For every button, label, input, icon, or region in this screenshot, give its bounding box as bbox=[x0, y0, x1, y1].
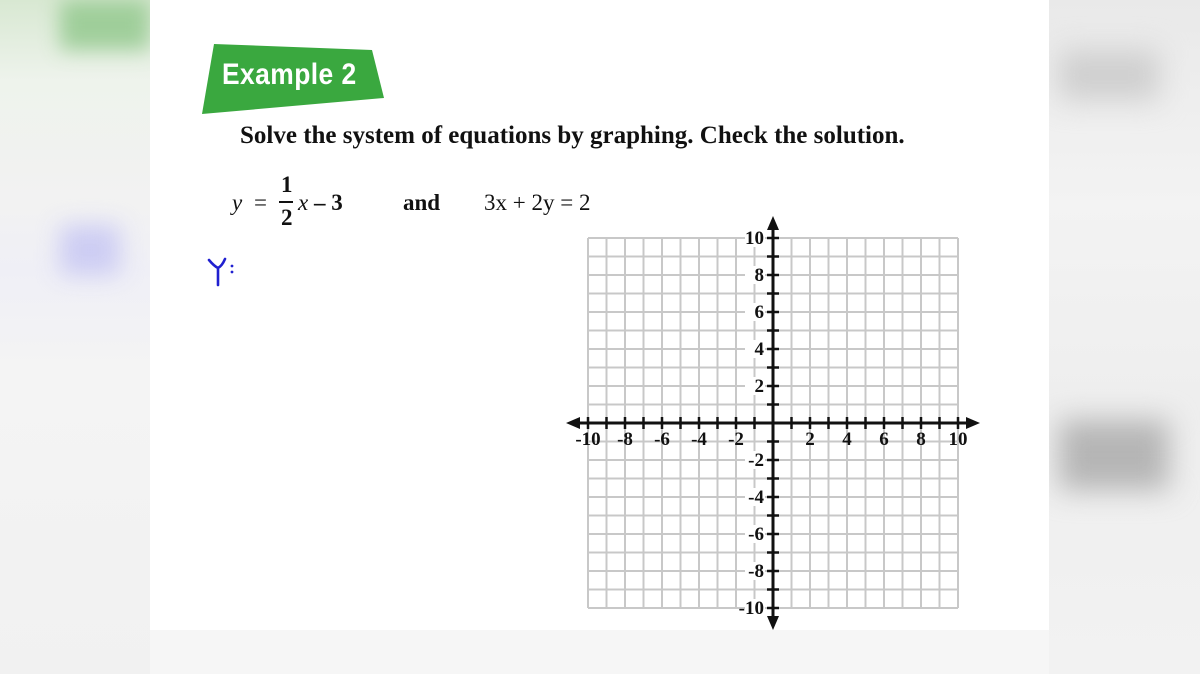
x-tick-label: 2 bbox=[805, 429, 815, 450]
x-tick-label: 4 bbox=[842, 429, 852, 450]
y-tick-label: 10 bbox=[745, 228, 764, 249]
x-axis-arrow-left bbox=[566, 417, 580, 429]
y-tick-label: -10 bbox=[738, 598, 764, 619]
instruction-text: Solve the system of equations by graphing. Check the solution. bbox=[240, 122, 905, 149]
y-tick-label: 4 bbox=[754, 339, 764, 360]
x-tick-label: 8 bbox=[916, 429, 926, 450]
y-tick-label: -2 bbox=[748, 450, 764, 471]
x-tick-label: -4 bbox=[691, 429, 707, 450]
x-tick-label: 6 bbox=[879, 429, 889, 450]
coordinate-plane bbox=[560, 210, 1000, 640]
x-tick-label: -10 bbox=[575, 429, 601, 450]
left-backdrop bbox=[0, 0, 150, 674]
y-tick-label: 6 bbox=[754, 302, 764, 323]
y-tick-label: -8 bbox=[748, 561, 764, 582]
eq1-lhs: y bbox=[232, 190, 243, 215]
eq1-denominator: 2 bbox=[281, 205, 293, 230]
blurred-gray-patch-bottom bbox=[1059, 420, 1169, 490]
y-tick-label: 8 bbox=[754, 265, 764, 286]
lesson-slide bbox=[150, 0, 1049, 674]
handwritten-colon-dot-2 bbox=[231, 271, 234, 274]
eq1-fraction-bar bbox=[279, 201, 293, 203]
blurred-gray-patch-top bbox=[1059, 50, 1159, 100]
y-axis-arrow-up bbox=[767, 216, 779, 230]
equation-two: 3x + 2y = 2 bbox=[484, 190, 591, 215]
blurred-blue-patch bbox=[60, 225, 120, 275]
eq1-constant: – 3 bbox=[314, 190, 343, 215]
x-axis-arrow-right bbox=[966, 417, 980, 429]
eq1-numerator: 1 bbox=[281, 172, 293, 197]
connector-and: and bbox=[403, 190, 441, 215]
eq1-variable: x bbox=[298, 190, 309, 215]
x-tick-label: 10 bbox=[948, 429, 968, 450]
handwritten-y-annotation bbox=[204, 252, 244, 292]
x-tick-label: -8 bbox=[617, 429, 633, 450]
handwritten-colon-dot-1 bbox=[231, 265, 234, 268]
equation-one bbox=[232, 172, 382, 234]
x-tick-label: -2 bbox=[728, 429, 744, 450]
y-tick-label: 2 bbox=[754, 376, 764, 397]
example-label: Example 2 bbox=[222, 58, 357, 91]
x-tick-label: -6 bbox=[654, 429, 670, 450]
y-axis-arrow-down bbox=[767, 616, 779, 630]
blurred-green-patch bbox=[60, 0, 150, 50]
handwritten-y-stroke bbox=[209, 259, 225, 285]
right-backdrop bbox=[1049, 0, 1200, 674]
y-tick-label: -4 bbox=[748, 487, 764, 508]
y-tick-label: -6 bbox=[748, 524, 764, 545]
eq1-equals: = bbox=[254, 190, 267, 215]
